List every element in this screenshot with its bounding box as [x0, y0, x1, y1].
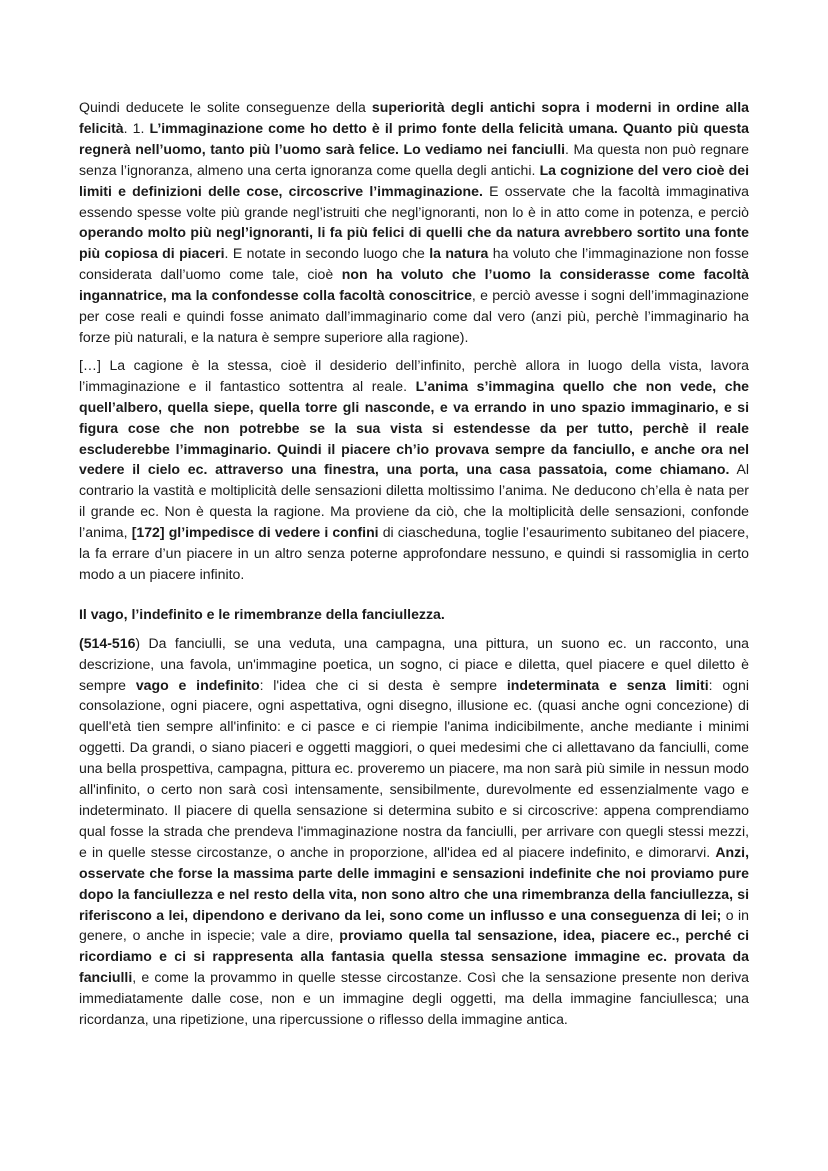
paragraph-vago-indefinito: [79, 633, 749, 1030]
text-run: . 1.: [123, 119, 150, 136]
text-run: […] La cagione è la stessa, cioè il desiderio dell’infinito, perchè allora in luogo della vista, lavora l’immaginazione e il fantastico sottentra al reale.: [79, 356, 749, 394]
text-run: . E notate in secondo luogo che: [224, 245, 430, 262]
text-run: o in genere, o anche in ispecie; vale a dire,: [79, 906, 750, 944]
bold-text-run: [172] gl’impedisce di vedere i confini: [131, 524, 379, 541]
bold-text-run: non ha voluto che l’uomo la considerasse come facoltà ingannatrice, ma la confondesse colla facoltà conoscitrice: [79, 266, 749, 304]
text-run: . Ma questa non può regnare senza l’ignoranza, almeno una certa ignoranza come quella degli antichi.: [79, 140, 750, 178]
text-run: E osservate che la facoltà immaginativa essendo spesse volte più grande negl’istruiti che negl’ignoranti, non lo è in atto come in potenza, e perciò: [79, 182, 749, 220]
bold-text-run: La cognizione del vero cioè dei limiti e definizioni delle cose, circoscrive l’immaginazione.: [79, 161, 749, 199]
paragraph-desiderio-infinito: [79, 355, 749, 585]
bold-text-run: L’anima s’immagina quello che non vede, che quell’albero, quella siepe, quella torre gli nasconde, e va errando in uno spazio immaginario, e si figura cose che non potrebbe se la sua vista si estendesse da per tutto, perchè il reale escluderebbe l’immaginario. Quindi il piacere ch’io provava sempre da fanciullo, e anche ora nel vedere il cielo ec. attraverso una finestra, una porta, una casa passatoia, come chiamano.: [79, 377, 750, 478]
bold-text-run: superiorità degli antichi sopra i moderni in ordine alla felicità: [79, 99, 749, 136]
bold-text-run: la natura: [429, 245, 489, 262]
paragraph-immaginazione: [79, 97, 749, 348]
bold-text-run: Anzi, osservate che forse la massima parte delle immagini e sensazioni indefinite che noi proviamo pure dopo la fanciullezza e nel resto della vita, non sono altro che una rimembranza della fanciullezza, si riferiscono a lei, dipendono e derivano da lei, sono come un influsso e una conseguenza di lei;: [79, 843, 749, 923]
text-run: : ogni consolazione, ogni piacere, ogni aspettativa, ogni disegno, illusione ec. (quasi anche ogni concezione) di quell'età tien sempre all'infinito: e ci pasce e ci riempie l'anima indicibilmente, anche mediante i minimi oggetti. Da grandi, o siano piaceri e oggetti maggiori, o quei medesimi che ci allettavano da fanciulli, come una bella prospettiva, campagna, pittura ec. proveremo un piacere, ma non sarà più simile in nessun modo all'infinito, o certo non sarà così intensamente, sensibilmente, durevolmente ed essenzialmente vago e indeterminato. Il piacere di quella sensazione si determina subito e si circoscrive: appena comprendiamo qual fosse la strada che prendeva l'immaginazione nostra da fanciulli, per arrivare con quegli stessi mezzi, e in quelle stesse circostanze, o anche in proporzione, all'idea ed al piacere indefinito, e dimorarvi.: [79, 676, 749, 860]
bold-text-run: L’immaginazione come ho detto è il primo fonte della felicità umana. Quanto più questa regnerà nell’uomo, tanto più l’uomo sarà felice. Lo vediamo nei fanciulli: [79, 119, 749, 157]
section-heading: Il vago, l’indefinito e le rimembranze della fanciullezza.: [79, 605, 445, 622]
text-run: di ciascheduna, toglie l’esaurimento subitaneo del piacere, la fa errare d’un piacere in un altro senza poterne approfondare nessuno, e quindi si rassomiglia in certo modo a un piacere infinito.: [79, 524, 749, 582]
bold-text-run: proviamo quella tal sensazione, idea, piacere ec., perché ci ricordiamo e ci si rappresenta alla fantasia quella stessa sensazione immagine ec. provata da fanciulli: [79, 927, 749, 986]
text-run: : l'idea che ci si desta è sempre: [259, 676, 507, 693]
bold-text-run: vago e indefinito: [135, 676, 260, 693]
text-run: ha voluto che l’immaginazione non fosse considerata dall’uomo come tale, cioè: [79, 245, 749, 283]
text-run: ) Da fanciulli, se una veduta, una campagna, una pittura, un suono ec. un racconto, una descrizione, una favola, un'immagine poetica, un sogno, ci piace e diletta, quel piacere e quel diletto è sempre: [79, 634, 749, 693]
text-run: Quindi deducete le solite conseguenze della: [79, 99, 372, 115]
text-run: , e come la provammo in quelle stesse circostanze. Così che la sensazione presente non deriva immediatamente dalle cose, non e un immagine degli oggetti, ma della immagine fanciullesca; una ricordanza, una ripetizione, una ripercussione o riflesso della immagine antica.: [79, 969, 749, 1028]
bold-text-run: indeterminata e senza limiti: [506, 676, 709, 693]
text-run: Al contrario la vastità e moltiplicità delle sensazioni diletta moltissimo l’anima. Ne deducono ch’ella è nata per il grande ec. Non è questa la ragione. Ma proviene da ciò, che la moltiplicità delle sensazioni, confonde l’anima,: [79, 461, 749, 541]
text-run: , e perciò avesse i sogni dell’immaginazione per cose reali e quindi fosse animato dall’immaginario come dal vero (anzi più, perchè l’immaginario ha forze più naturali, e la natura è sempre superiore alla ragione).: [79, 287, 749, 345]
bold-text-run: (514-516: [79, 634, 136, 651]
document-page: [79, 97, 749, 1030]
bold-text-run: operando molto più negl’ignoranti, li fa più felici di quelli che da natura avrebbero sortito una fonte più copiosa di piaceri: [79, 224, 749, 262]
